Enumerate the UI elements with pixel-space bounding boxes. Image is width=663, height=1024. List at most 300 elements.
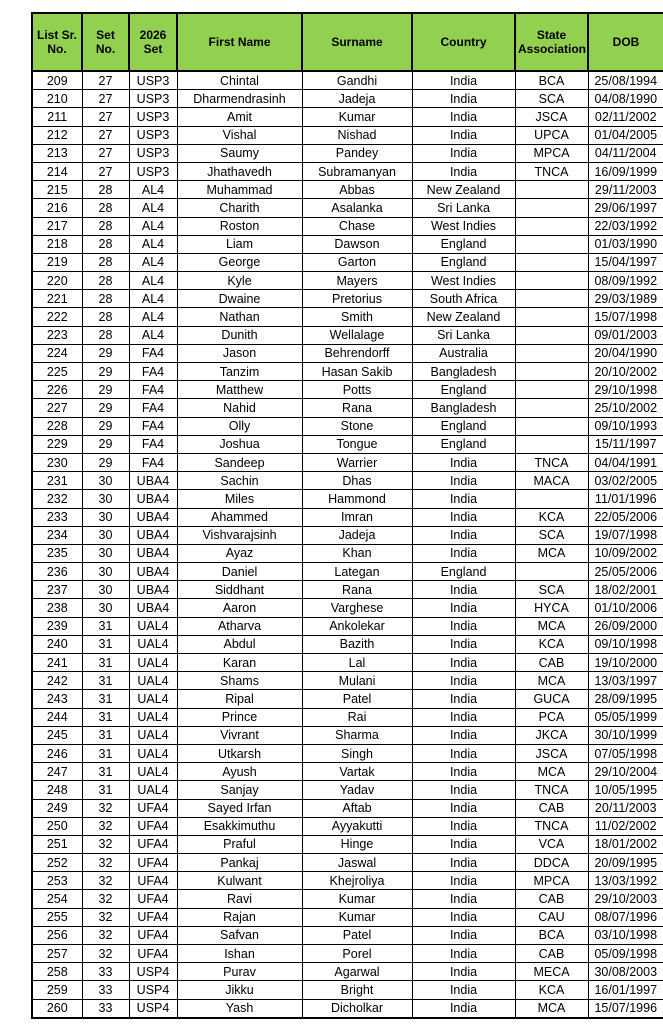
cell-2026-set: UFA4 (129, 817, 177, 835)
cell-2026-set: AL4 (129, 272, 177, 290)
cell-country: England (412, 253, 515, 271)
cell-dob: 30/10/1999 (588, 726, 663, 744)
cell-2026-set: AL4 (129, 290, 177, 308)
cell-set-no: 28 (82, 217, 129, 235)
cell-state-association (515, 308, 588, 326)
cell-list-sr-no: 252 (32, 854, 82, 872)
cell-2026-set: AL4 (129, 217, 177, 235)
cell-country: India (412, 854, 515, 872)
cell-set-no: 33 (82, 963, 129, 981)
table-row (32, 144, 663, 162)
cell-state-association (515, 363, 588, 381)
cell-surname: Potts (302, 381, 412, 399)
cell-list-sr-no: 260 (32, 999, 82, 1018)
cell-set-no: 28 (82, 199, 129, 217)
cell-state-association: KCA (515, 981, 588, 999)
cell-dob: 29/10/1998 (588, 381, 663, 399)
cell-first-name: Tanzim (177, 363, 302, 381)
cell-first-name: Vivrant (177, 726, 302, 744)
cell-2026-set: USP4 (129, 963, 177, 981)
table-row (32, 617, 663, 635)
cell-list-sr-no: 251 (32, 835, 82, 853)
cell-country: India (412, 544, 515, 562)
cell-dob: 29/10/2003 (588, 890, 663, 908)
cell-surname: Agarwal (302, 963, 412, 981)
cell-2026-set: UFA4 (129, 908, 177, 926)
table-row (32, 344, 663, 362)
cell-2026-set: UAL4 (129, 635, 177, 653)
cell-state-association: PCA (515, 708, 588, 726)
cell-country: India (412, 162, 515, 180)
cell-country: England (412, 435, 515, 453)
table-body (32, 71, 663, 1018)
table-row (32, 308, 663, 326)
header-set-no: Set No. (82, 13, 129, 71)
cell-country: Australia (412, 344, 515, 362)
cell-list-sr-no: 253 (32, 872, 82, 890)
table-row (32, 526, 663, 544)
cell-dob: 20/04/1990 (588, 344, 663, 362)
cell-country: Bangladesh (412, 363, 515, 381)
table-row (32, 235, 663, 253)
cell-state-association: TNCA (515, 453, 588, 471)
cell-set-no: 27 (82, 144, 129, 162)
player-list-sheet (31, 12, 663, 1019)
cell-surname: Garton (302, 253, 412, 271)
cell-first-name: Dunith (177, 326, 302, 344)
cell-state-association (515, 399, 588, 417)
cell-2026-set: UFA4 (129, 872, 177, 890)
cell-set-no: 31 (82, 744, 129, 762)
cell-first-name: Charith (177, 199, 302, 217)
cell-surname: Kumar (302, 890, 412, 908)
cell-state-association (515, 253, 588, 271)
cell-country: India (412, 472, 515, 490)
cell-surname: Porel (302, 945, 412, 963)
table-row (32, 399, 663, 417)
cell-country: India (412, 708, 515, 726)
cell-country: West Indies (412, 272, 515, 290)
cell-first-name: Pankaj (177, 854, 302, 872)
cell-2026-set: USP4 (129, 999, 177, 1018)
cell-surname: Hinge (302, 835, 412, 853)
table-row (32, 217, 663, 235)
cell-country: West Indies (412, 217, 515, 235)
cell-surname: Patel (302, 690, 412, 708)
table-row (32, 581, 663, 599)
cell-surname: Pretorius (302, 290, 412, 308)
cell-surname: Jadeja (302, 90, 412, 108)
cell-list-sr-no: 258 (32, 963, 82, 981)
cell-dob: 10/05/1995 (588, 781, 663, 799)
table-row (32, 381, 663, 399)
table-row (32, 744, 663, 762)
cell-2026-set: USP3 (129, 90, 177, 108)
cell-2026-set: AL4 (129, 326, 177, 344)
cell-set-no: 31 (82, 635, 129, 653)
cell-set-no: 32 (82, 854, 129, 872)
cell-surname: Kumar (302, 108, 412, 126)
cell-list-sr-no: 249 (32, 799, 82, 817)
cell-surname: Nishad (302, 126, 412, 144)
table-row (32, 999, 663, 1018)
cell-dob: 01/10/2006 (588, 599, 663, 617)
cell-surname: Khejroliya (302, 872, 412, 890)
cell-country: India (412, 963, 515, 981)
cell-surname: Dawson (302, 235, 412, 253)
cell-2026-set: AL4 (129, 181, 177, 199)
cell-first-name: Vishvarajsinh (177, 526, 302, 544)
cell-dob: 10/09/2002 (588, 544, 663, 562)
cell-set-no: 31 (82, 763, 129, 781)
table-row (32, 71, 663, 90)
cell-dob: 13/03/1992 (588, 872, 663, 890)
cell-first-name: Joshua (177, 435, 302, 453)
cell-dob: 05/05/1999 (588, 708, 663, 726)
cell-2026-set: UBA4 (129, 599, 177, 617)
cell-first-name: Sachin (177, 472, 302, 490)
cell-set-no: 33 (82, 981, 129, 999)
cell-country: India (412, 799, 515, 817)
cell-2026-set: UBA4 (129, 563, 177, 581)
table-row (32, 817, 663, 835)
cell-dob: 20/11/2003 (588, 799, 663, 817)
cell-state-association (515, 490, 588, 508)
cell-country: Bangladesh (412, 399, 515, 417)
cell-surname: Patel (302, 926, 412, 944)
cell-2026-set: UBA4 (129, 581, 177, 599)
cell-country: India (412, 872, 515, 890)
cell-surname: Rana (302, 581, 412, 599)
table-row (32, 453, 663, 471)
cell-2026-set: UBA4 (129, 526, 177, 544)
cell-state-association: JSCA (515, 108, 588, 126)
cell-list-sr-no: 230 (32, 453, 82, 471)
cell-state-association (515, 417, 588, 435)
cell-set-no: 29 (82, 453, 129, 471)
cell-list-sr-no: 241 (32, 654, 82, 672)
cell-first-name: Nathan (177, 308, 302, 326)
cell-surname: Jadeja (302, 526, 412, 544)
cell-dob: 15/07/1996 (588, 999, 663, 1018)
cell-dob: 03/10/1998 (588, 926, 663, 944)
cell-state-association: KCA (515, 508, 588, 526)
cell-first-name: Siddhant (177, 581, 302, 599)
cell-list-sr-no: 226 (32, 381, 82, 399)
cell-surname: Vartak (302, 763, 412, 781)
table-row (32, 108, 663, 126)
cell-list-sr-no: 256 (32, 926, 82, 944)
cell-dob: 16/09/1999 (588, 162, 663, 180)
header-country: Country (412, 13, 515, 71)
cell-country: India (412, 945, 515, 963)
cell-country: England (412, 235, 515, 253)
cell-first-name: Abdul (177, 635, 302, 653)
cell-surname: Dhas (302, 472, 412, 490)
cell-surname: Lategan (302, 563, 412, 581)
cell-list-sr-no: 212 (32, 126, 82, 144)
cell-list-sr-no: 243 (32, 690, 82, 708)
table-row (32, 435, 663, 453)
table-row (32, 181, 663, 199)
cell-set-no: 30 (82, 508, 129, 526)
cell-dob: 04/08/1990 (588, 90, 663, 108)
cell-surname: Khan (302, 544, 412, 562)
cell-2026-set: FA4 (129, 344, 177, 362)
cell-state-association: CAB (515, 654, 588, 672)
cell-surname: Subramanyan (302, 162, 412, 180)
cell-surname: Aftab (302, 799, 412, 817)
cell-first-name: Yash (177, 999, 302, 1018)
table-row (32, 472, 663, 490)
cell-2026-set: UAL4 (129, 672, 177, 690)
cell-set-no: 31 (82, 654, 129, 672)
cell-state-association (515, 344, 588, 362)
cell-list-sr-no: 228 (32, 417, 82, 435)
cell-country: India (412, 581, 515, 599)
cell-country: India (412, 781, 515, 799)
cell-first-name: Shams (177, 672, 302, 690)
cell-list-sr-no: 216 (32, 199, 82, 217)
cell-surname: Smith (302, 308, 412, 326)
cell-surname: Imran (302, 508, 412, 526)
cell-dob: 22/03/1992 (588, 217, 663, 235)
cell-state-association: SCA (515, 90, 588, 108)
cell-state-association: BCA (515, 926, 588, 944)
cell-country: India (412, 763, 515, 781)
cell-list-sr-no: 220 (32, 272, 82, 290)
cell-set-no: 29 (82, 435, 129, 453)
cell-dob: 26/09/2000 (588, 617, 663, 635)
cell-set-no: 31 (82, 781, 129, 799)
cell-first-name: Sanjay (177, 781, 302, 799)
cell-list-sr-no: 229 (32, 435, 82, 453)
cell-first-name: George (177, 253, 302, 271)
cell-country: India (412, 999, 515, 1018)
cell-state-association: TNCA (515, 781, 588, 799)
cell-country: India (412, 90, 515, 108)
cell-dob: 04/11/2004 (588, 144, 663, 162)
cell-2026-set: USP3 (129, 126, 177, 144)
cell-country: Sri Lanka (412, 326, 515, 344)
cell-first-name: Karan (177, 654, 302, 672)
cell-list-sr-no: 211 (32, 108, 82, 126)
cell-state-association: SCA (515, 526, 588, 544)
cell-country: Sri Lanka (412, 199, 515, 217)
cell-2026-set: UAL4 (129, 744, 177, 762)
cell-set-no: 32 (82, 835, 129, 853)
cell-surname: Mulani (302, 672, 412, 690)
cell-2026-set: UBA4 (129, 490, 177, 508)
cell-state-association: CAB (515, 799, 588, 817)
cell-surname: Hammond (302, 490, 412, 508)
cell-2026-set: USP3 (129, 162, 177, 180)
cell-dob: 09/10/1993 (588, 417, 663, 435)
cell-list-sr-no: 259 (32, 981, 82, 999)
cell-dob: 09/01/2003 (588, 326, 663, 344)
cell-state-association: SCA (515, 581, 588, 599)
cell-surname: Pandey (302, 144, 412, 162)
cell-2026-set: UFA4 (129, 799, 177, 817)
cell-dob: 08/07/1996 (588, 908, 663, 926)
table-row (32, 417, 663, 435)
table-row (32, 90, 663, 108)
table-row (32, 926, 663, 944)
cell-first-name: Jason (177, 344, 302, 362)
cell-2026-set: FA4 (129, 399, 177, 417)
cell-list-sr-no: 232 (32, 490, 82, 508)
cell-set-no: 33 (82, 999, 129, 1018)
cell-country: India (412, 981, 515, 999)
cell-dob: 08/09/1992 (588, 272, 663, 290)
cell-first-name: Prince (177, 708, 302, 726)
cell-list-sr-no: 210 (32, 90, 82, 108)
cell-list-sr-no: 224 (32, 344, 82, 362)
table-row (32, 563, 663, 581)
table-row (32, 763, 663, 781)
cell-set-no: 28 (82, 181, 129, 199)
header-row (32, 13, 663, 71)
cell-state-association: MPCA (515, 144, 588, 162)
cell-dob: 29/06/1997 (588, 199, 663, 217)
cell-state-association: MCA (515, 672, 588, 690)
cell-set-no: 32 (82, 926, 129, 944)
cell-surname: Lal (302, 654, 412, 672)
cell-first-name: Jikku (177, 981, 302, 999)
cell-state-association: CAB (515, 945, 588, 963)
cell-2026-set: UBA4 (129, 544, 177, 562)
cell-state-association: VCA (515, 835, 588, 853)
cell-2026-set: UAL4 (129, 708, 177, 726)
cell-country: India (412, 835, 515, 853)
cell-state-association (515, 563, 588, 581)
cell-list-sr-no: 239 (32, 617, 82, 635)
cell-state-association: BCA (515, 71, 588, 90)
cell-set-no: 30 (82, 581, 129, 599)
cell-dob: 16/01/1997 (588, 981, 663, 999)
table-row (32, 272, 663, 290)
cell-2026-set: UFA4 (129, 890, 177, 908)
cell-list-sr-no: 247 (32, 763, 82, 781)
cell-2026-set: USP3 (129, 71, 177, 90)
cell-2026-set: USP3 (129, 108, 177, 126)
table-row (32, 162, 663, 180)
table-row (32, 599, 663, 617)
header-first-name: First Name (177, 13, 302, 71)
table-row (32, 654, 663, 672)
cell-first-name: Utkarsh (177, 744, 302, 762)
table-row (32, 253, 663, 271)
cell-state-association: HYCA (515, 599, 588, 617)
cell-state-association: MCA (515, 544, 588, 562)
cell-state-association: CAB (515, 890, 588, 908)
cell-surname: Rana (302, 399, 412, 417)
cell-surname: Mayers (302, 272, 412, 290)
cell-set-no: 27 (82, 90, 129, 108)
cell-state-association (515, 235, 588, 253)
cell-set-no: 31 (82, 672, 129, 690)
cell-set-no: 28 (82, 272, 129, 290)
cell-dob: 11/01/1996 (588, 490, 663, 508)
cell-set-no: 32 (82, 872, 129, 890)
cell-set-no: 30 (82, 526, 129, 544)
cell-list-sr-no: 250 (32, 817, 82, 835)
cell-surname: Hasan Sakib (302, 363, 412, 381)
cell-first-name: Jhathavedh (177, 162, 302, 180)
table-row (32, 690, 663, 708)
cell-first-name: Amit (177, 108, 302, 126)
cell-2026-set: UFA4 (129, 945, 177, 963)
cell-first-name: Esakkimuthu (177, 817, 302, 835)
cell-list-sr-no: 222 (32, 308, 82, 326)
cell-first-name: Ravi (177, 890, 302, 908)
cell-state-association: MACA (515, 472, 588, 490)
cell-dob: 30/08/2003 (588, 963, 663, 981)
cell-country: India (412, 453, 515, 471)
cell-list-sr-no: 238 (32, 599, 82, 617)
player-list-table (31, 12, 663, 1019)
cell-first-name: Ahammed (177, 508, 302, 526)
cell-2026-set: UAL4 (129, 690, 177, 708)
cell-first-name: Vishal (177, 126, 302, 144)
cell-surname: Tongue (302, 435, 412, 453)
cell-state-association: TNCA (515, 817, 588, 835)
cell-set-no: 27 (82, 71, 129, 90)
cell-2026-set: FA4 (129, 435, 177, 453)
cell-state-association: JSCA (515, 744, 588, 762)
cell-set-no: 27 (82, 126, 129, 144)
cell-2026-set: USP4 (129, 981, 177, 999)
table-row (32, 890, 663, 908)
cell-set-no: 32 (82, 799, 129, 817)
cell-surname: Dicholkar (302, 999, 412, 1018)
cell-2026-set: FA4 (129, 417, 177, 435)
cell-country: India (412, 508, 515, 526)
cell-first-name: Safvan (177, 926, 302, 944)
cell-country: India (412, 654, 515, 672)
cell-list-sr-no: 214 (32, 162, 82, 180)
cell-list-sr-no: 236 (32, 563, 82, 581)
cell-dob: 09/10/1998 (588, 635, 663, 653)
cell-state-association (515, 272, 588, 290)
cell-set-no: 32 (82, 945, 129, 963)
cell-set-no: 29 (82, 399, 129, 417)
cell-2026-set: FA4 (129, 363, 177, 381)
table-row (32, 908, 663, 926)
cell-country: India (412, 617, 515, 635)
cell-2026-set: AL4 (129, 253, 177, 271)
cell-state-association: CAU (515, 908, 588, 926)
cell-state-association: DDCA (515, 854, 588, 872)
cell-list-sr-no: 234 (32, 526, 82, 544)
cell-set-no: 31 (82, 726, 129, 744)
cell-dob: 29/11/2003 (588, 181, 663, 199)
cell-dob: 11/02/2002 (588, 817, 663, 835)
cell-list-sr-no: 225 (32, 363, 82, 381)
cell-list-sr-no: 231 (32, 472, 82, 490)
cell-set-no: 27 (82, 162, 129, 180)
cell-set-no: 27 (82, 108, 129, 126)
cell-2026-set: UFA4 (129, 835, 177, 853)
cell-dob: 18/02/2001 (588, 581, 663, 599)
header-list-sr-no: List Sr. No. (32, 13, 82, 71)
cell-list-sr-no: 245 (32, 726, 82, 744)
cell-set-no: 29 (82, 381, 129, 399)
cell-2026-set: FA4 (129, 453, 177, 471)
table-row (32, 126, 663, 144)
table-row (32, 363, 663, 381)
table-row (32, 635, 663, 653)
